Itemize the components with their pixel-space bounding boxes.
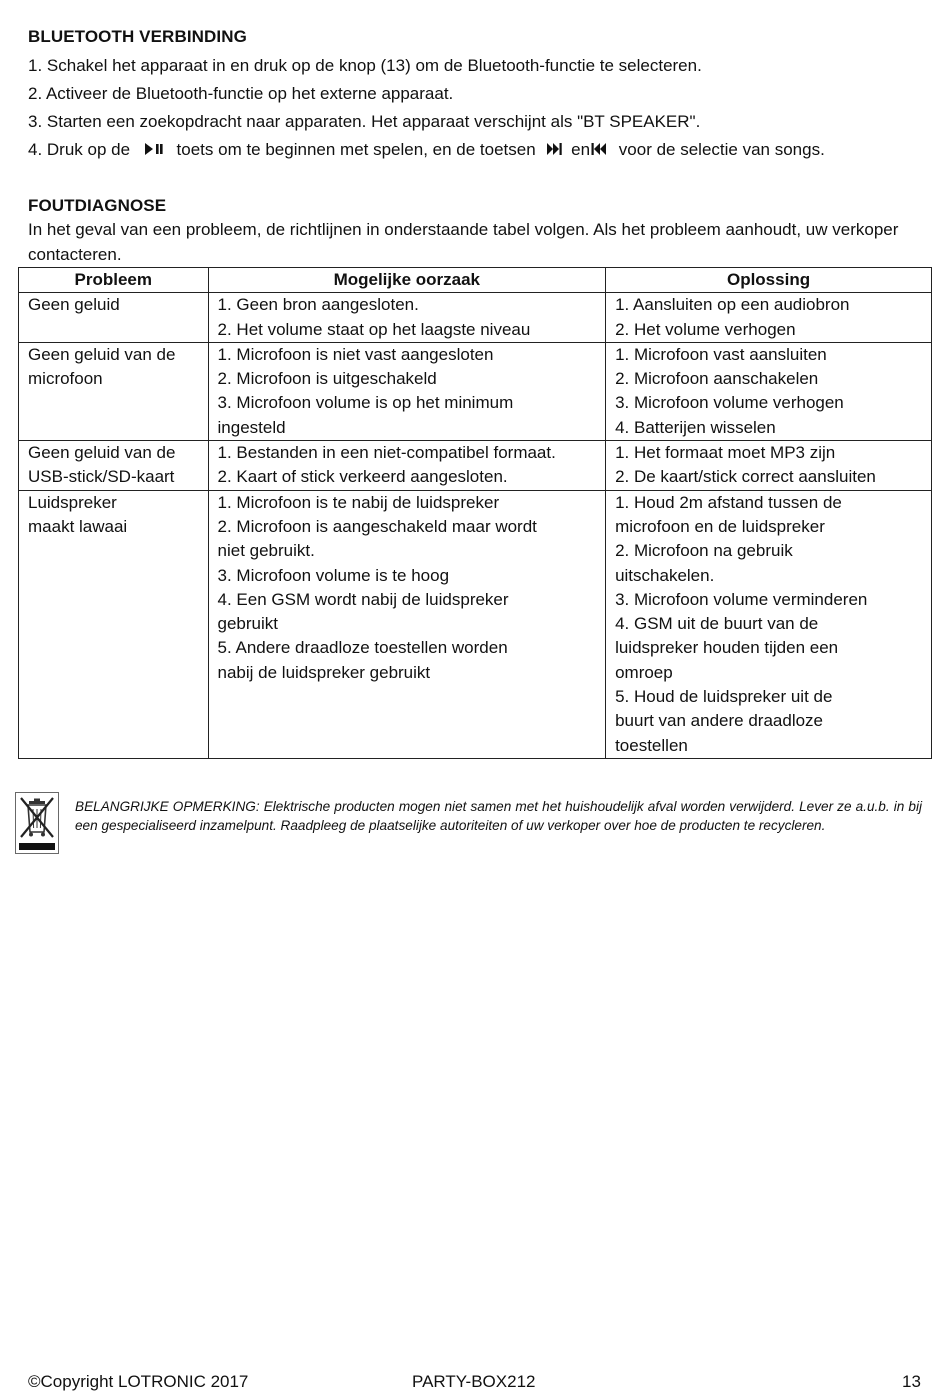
cell-text-line: 1. Aansluiten op een audiobron [615,295,850,315]
cell-text-line: microfoon en de luidspreker [615,516,825,536]
solution-cell [606,441,932,491]
weee-crossed-bin-icon [15,792,59,854]
cell-text-line: 2. Het volume verhogen [615,319,796,339]
header-problem: Probleem [19,268,209,293]
cell-text-line: 4. Batterijen wisselen [615,417,776,437]
cell-text-line: gebruikt [217,614,278,634]
problem-cell [19,342,209,440]
header-cause: Mogelijke oorzaak [208,268,606,293]
bluetooth-step-4 [28,138,825,163]
bluetooth-step-1: 1. Schakel het apparaat in en druk op de knop (13) om de Bluetooth-functie te selecteren. [28,56,702,75]
cause-cell [208,293,606,343]
cell-text-line: toestellen [615,735,688,755]
cell-text-line: omroep [615,662,673,682]
cause-cell [208,490,606,758]
problem-cell [19,490,209,758]
footer-copyright: ©Copyright LOTRONIC 2017 [28,1372,249,1391]
table-row [19,490,932,758]
header-solution: Oplossing [606,268,932,293]
page-number: 13 [902,1372,921,1391]
step-4-and: en [571,140,591,159]
table-row [19,293,932,343]
cell-text-line: Geen geluid van de [28,344,176,364]
bluetooth-step-2: 2. Activeer de Bluetooth-functie op het externe apparaat. [28,84,454,103]
cell-text-line: 5. Houd de luidspreker uit de [615,687,833,707]
cell-text-line: 2. Kaart of stick verkeerd aangesloten. [217,467,508,487]
troubleshooting-table [18,267,932,759]
cell-text-line: 3. Microfoon volume is op het minimum [217,393,514,413]
step-4-middle: toets om te beginnen met spelen, en de toetsen [176,140,536,159]
cell-text-line: 3. Microfoon volume verminderen [615,589,868,609]
cell-text-line: luidspreker houden tijden een [615,638,839,658]
cell-text-line: uitschakelen. [615,565,715,585]
bluetooth-step-3: 3. Starten een zoekopdracht naar apparaten. Het apparaat verschijnt als "BT SPEAKER". [28,112,701,131]
diagnosis-intro: In het geval van een probleem, de richtlijnen in onderstaande tabel volgen. Als het probleem aanhoudt, uw verkoper contacteren. [28,220,899,264]
solution-cell [606,293,932,343]
table-header-row [19,268,932,293]
cell-text-line: 1. Het formaat moet MP3 zijn [615,443,836,463]
bluetooth-section-title: BLUETOOTH VERBINDING [28,27,247,46]
cell-text-line: 4. GSM uit de buurt van de [615,614,819,634]
cell-text-line: 2. Microfoon is uitgeschakeld [217,369,437,389]
cell-text-line: 1. Microfoon vast aansluiten [615,344,827,364]
next-track-icon [546,139,564,163]
cell-text-line: 1. Houd 2m afstand tussen de [615,492,842,512]
cell-text-line: 3. Microfoon volume verhogen [615,393,844,413]
cell-text-line: 2. Microfoon na gebruik [615,541,793,561]
cell-text-line: 2. Microfoon is aangeschakeld maar wordt [217,516,537,536]
cell-text-line: maakt lawaai [28,516,128,536]
previous-track-icon [590,139,608,163]
cell-text-line: ingesteld [217,417,286,437]
problem-cell [19,293,209,343]
cause-cell [208,441,606,491]
cell-text-line: USB-stick/SD-kaart [28,467,175,487]
cell-text-line: microfoon [28,369,103,389]
step-4-lead: 4. Druk op de [28,140,131,159]
cell-text-line: 2. Het volume staat op het laagste niveau [217,319,531,339]
cell-text-line: niet gebruikt. [217,541,315,561]
cause-cell [208,342,606,440]
step-4-tail: voor de selectie van songs. [618,140,825,159]
cell-text-line: 4. Een GSM wordt nabij de luidspreker [217,589,509,609]
cell-text-line: Geen geluid [28,295,120,315]
cell-text-line: Luidspreker [28,492,117,512]
diagnosis-section-title: FOUTDIAGNOSE [28,196,167,215]
cell-text-line: Geen geluid van de [28,443,176,463]
cell-text-line: 2. De kaart/stick correct aansluiten [615,467,876,487]
cell-text-line: 3. Microfoon volume is te hoog [217,565,450,585]
cell-text-line: buurt van andere draadloze [615,711,824,731]
cell-text-line: 1. Geen bron aangesloten. [217,295,419,315]
cell-text-line: nabij de luidspreker gebruikt [217,662,431,682]
problem-cell [19,441,209,491]
cell-text-line: 1. Bestanden in een niet-compatibel formaat. [217,443,556,463]
play-pause-icon [144,139,164,163]
cell-text-line: 2. Microfoon aanschakelen [615,369,819,389]
cell-text-line: 1. Microfoon is te nabij de luidspreker [217,492,500,512]
cell-text-line: 5. Andere draadloze toestellen worden [217,638,508,658]
cell-text-line: 1. Microfoon is niet vast aangesloten [217,344,494,364]
solution-cell [606,490,932,758]
table-row [19,441,932,491]
table-row [19,342,932,440]
footer-model: PARTY-BOX212 [412,1372,536,1391]
important-note: BELANGRIJKE OPMERKING: Elektrische producten mogen niet samen met het huishoudelijk afval worden verwijderd. Lever ze a.u.b. in bij een gespecialiseerd inzamelpunt. Raadpleeg de plaatselijke autoriteiten of uw verkoper over hoe de producten te recycleren. [75,799,922,833]
solution-cell [606,342,932,440]
